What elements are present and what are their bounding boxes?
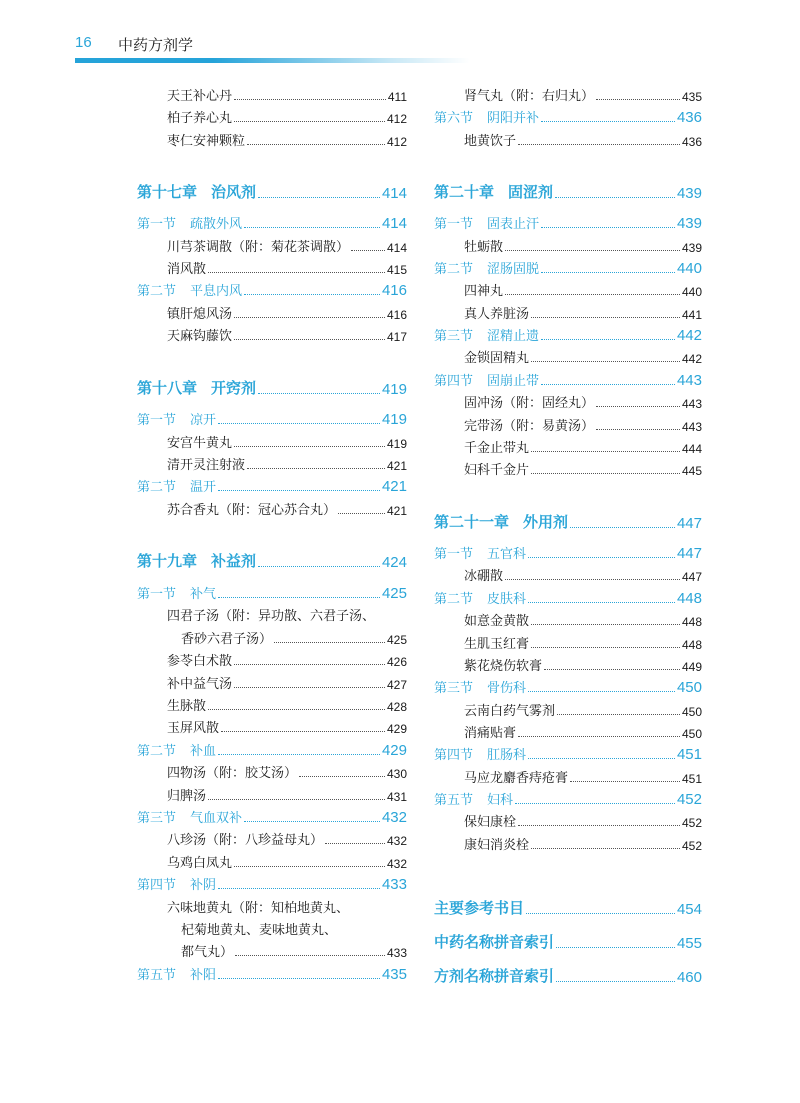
toc-entry[interactable]: 牡蛎散 439 [464,240,702,255]
toc-entry[interactable]: 马应龙麝香痔疮膏 451 [464,771,702,786]
toc-entry[interactable]: 杞菊地黄丸、麦味地黄丸、 [181,923,338,938]
toc-section[interactable]: 第二节 补血 429 [137,742,407,759]
toc-entry[interactable]: 天王补心丹 411 [167,89,407,104]
toc-section[interactable]: 第四节 肛肠科 451 [434,746,702,763]
toc-entry[interactable]: 四神丸 440 [464,284,702,299]
toc-entry[interactable]: 苏合香丸（附：冠心苏合丸） 421 [167,503,407,518]
toc-section[interactable]: 第四节 补阴 433 [137,876,407,893]
toc-entry[interactable]: 完带汤（附：易黄汤） 443 [464,419,702,434]
toc-chapter[interactable]: 第十七章 治风剂 414 [137,183,407,202]
toc-entry[interactable]: 消风散 415 [167,262,407,277]
toc-section[interactable]: 第二节 皮肤科 448 [434,590,702,607]
toc-entry[interactable]: 川芎茶调散（附：菊花茶调散） 414 [167,240,407,255]
header-book-title: 中药方剂学 [118,36,194,54]
toc-section[interactable]: 第一节 补气 425 [137,585,407,602]
toc-section[interactable]: 第六节 阴阳并补 436 [434,109,702,126]
toc-entry[interactable]: 真人养脏汤 441 [464,307,702,322]
toc-entry[interactable]: 归脾汤 431 [167,789,407,804]
toc-section[interactable]: 第二节 涩肠固脱 440 [434,260,702,277]
toc-entry[interactable]: 六味地黄丸（附：知柏地黄丸、 [167,901,350,916]
header-rule [75,58,470,63]
toc-chapter[interactable]: 第二十章 固涩剂 439 [434,183,702,202]
toc-entry[interactable]: 乌鸡白凤丸 432 [167,856,407,871]
toc-entry[interactable]: 生肌玉红膏 448 [464,637,702,652]
toc-entry[interactable]: 补中益气汤 427 [167,677,407,692]
toc-entry[interactable]: 柏子养心丸 412 [167,111,407,126]
toc-entry[interactable]: 云南白药气雾剂 450 [464,704,702,719]
toc-entry[interactable]: 千金止带丸 444 [464,441,702,456]
toc-section[interactable]: 第一节 凉开 419 [137,411,407,428]
toc-entry[interactable]: 紫花烧伤软膏 449 [464,659,702,674]
toc-entry[interactable]: 金锁固精丸 442 [464,351,702,366]
toc-section[interactable]: 第二节 平息内风 416 [137,282,407,299]
toc-section[interactable]: 第三节 骨伤科 450 [434,679,702,696]
toc-section[interactable]: 第五节 妇科 452 [434,791,702,808]
toc-entry[interactable]: 生脉散 428 [167,699,407,714]
toc-entry[interactable]: 如意金黄散 448 [464,614,702,629]
header-page-number: 16 [75,34,92,51]
toc-entry[interactable]: 枣仁安神颗粒 412 [167,134,407,149]
toc-entry[interactable]: 四物汤（附：胶艾汤） 430 [167,766,407,781]
toc-chapter[interactable]: 第十八章 开窍剂 419 [137,379,407,398]
toc-chapter[interactable]: 第十九章 补益剂 424 [137,552,407,571]
toc-entry[interactable]: 固冲汤（附：固经丸） 443 [464,396,702,411]
toc-section[interactable]: 第一节 五官科 447 [434,545,702,562]
toc-entry[interactable]: 四君子汤（附：异功散、六君子汤、 [167,609,376,624]
toc-entry[interactable]: 镇肝熄风汤 416 [167,307,407,322]
toc-entry[interactable]: 消痛贴膏 450 [464,726,702,741]
toc-backmatter[interactable]: 方剂名称拼音索引 460 [434,967,702,986]
toc-entry[interactable]: 天麻钩藤饮 417 [167,329,407,344]
toc-chapter[interactable]: 第二十一章 外用剂 447 [434,513,702,532]
toc-backmatter[interactable]: 主要参考书目 454 [434,899,702,918]
toc-entry[interactable]: 玉屏风散 429 [167,721,407,736]
toc-section[interactable]: 第五节 补阳 435 [137,966,407,983]
toc-entry[interactable]: 肾气丸（附：右归丸） 435 [464,89,702,104]
toc-entry[interactable]: 安宫牛黄丸 419 [167,436,407,451]
toc-entry[interactable]: 八珍汤（附：八珍益母丸） 432 [167,833,407,848]
toc-entry[interactable]: 都气丸） 433 [181,945,407,960]
toc-section[interactable]: 第一节 疏散外风 414 [137,215,407,232]
toc-section[interactable]: 第二节 温开 421 [137,478,407,495]
toc-entry[interactable]: 保妇康栓 452 [464,815,702,830]
toc-section[interactable]: 第四节 固崩止带 443 [434,372,702,389]
toc-section[interactable]: 第三节 涩精止遗 442 [434,327,702,344]
toc-entry[interactable]: 妇科千金片 445 [464,463,702,478]
toc-section[interactable]: 第一节 固表止汗 439 [434,215,702,232]
toc-section[interactable]: 第三节 气血双补 432 [137,809,407,826]
toc-entry[interactable]: 香砂六君子汤） 425 [181,632,407,647]
toc-entry[interactable]: 康妇消炎栓 452 [464,838,702,853]
toc-entry[interactable]: 冰硼散 447 [464,569,702,584]
toc-backmatter[interactable]: 中药名称拼音索引 455 [434,933,702,952]
toc-entry[interactable]: 地黄饮子 436 [464,134,702,149]
toc-entry[interactable]: 清开灵注射液 421 [167,458,407,473]
toc-entry[interactable]: 参苓白术散 426 [167,654,407,669]
